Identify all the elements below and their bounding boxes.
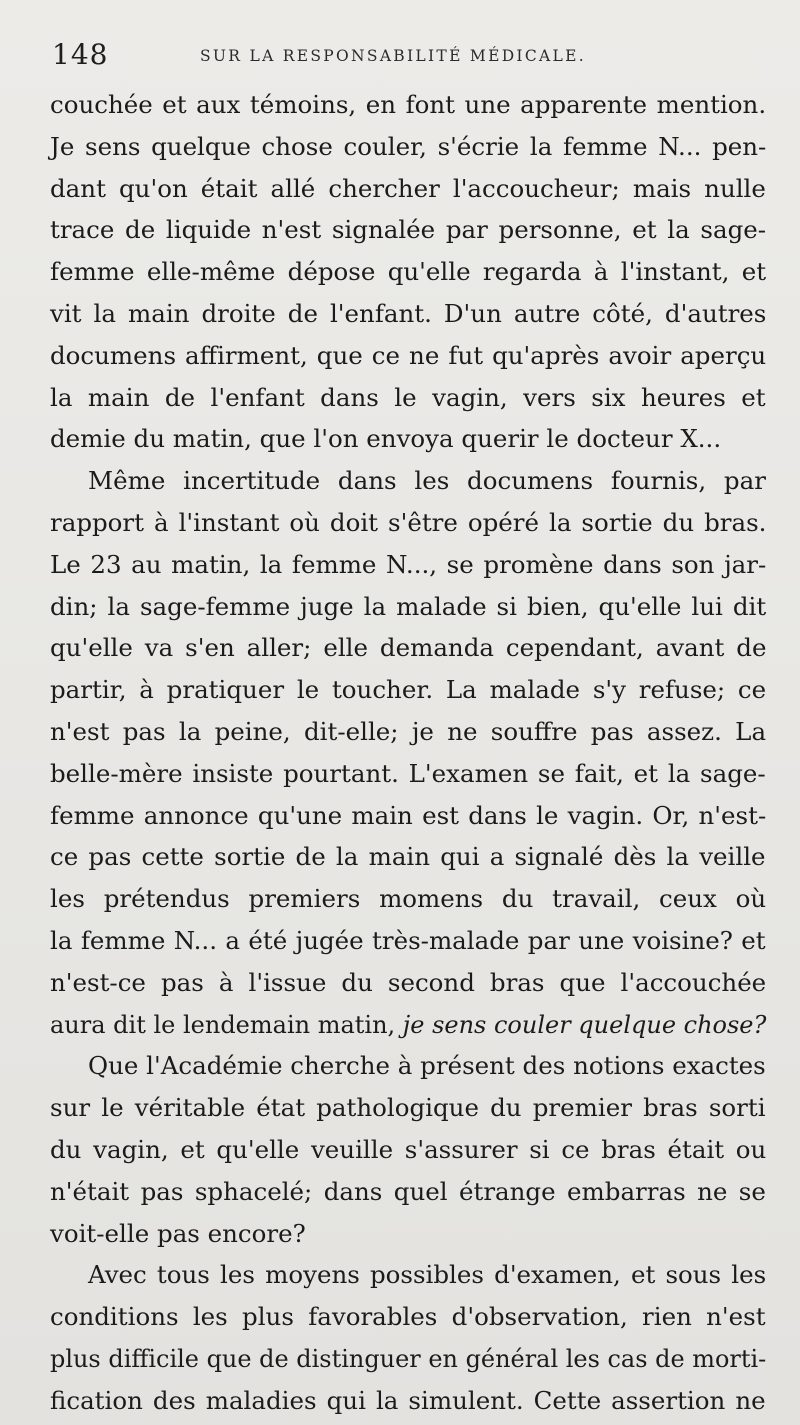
text-line [50, 1045, 766, 1087]
text-line-content: vit la main droite de l'enfant. D'un autre côté, d'autres [50, 298, 767, 328]
text-line [50, 502, 766, 544]
text-line-content: du vagin, et qu'elle veuille s'assurer si ce bras était ou [50, 1134, 767, 1164]
text-line-content: la main de l'enfant dans le vagin, vers six heures et [50, 382, 766, 412]
text-line-content: qu'elle va s'en aller; elle demanda cependant, avant de [50, 633, 767, 663]
text-line [50, 836, 766, 878]
text-line [50, 544, 766, 586]
text-line [50, 84, 766, 126]
text-line-content: plus difficile que de distinguer en général les cas de morti- [50, 1343, 767, 1373]
text-line-content: demie du matin, que l'on envoya querir le docteur X... [50, 424, 722, 454]
text-line [50, 1254, 766, 1296]
text-line [50, 962, 766, 1004]
text-line-content: din; la sage-femme juge la malade si bien, qu'elle lui dit [50, 591, 767, 621]
text-line [50, 1171, 766, 1213]
body-text [50, 84, 766, 1422]
text-line-content: Je sens quelque chose couler, s'écrie la femme N... pen- [50, 131, 767, 161]
text-line [50, 251, 766, 293]
text-line [50, 1004, 766, 1046]
text-line [50, 209, 766, 251]
text-line [50, 377, 766, 419]
text-line [50, 1338, 766, 1380]
text-line-content: femme elle-même dépose qu'elle regarda à l'instant, et [50, 257, 767, 287]
page-number: 148 [52, 38, 109, 71]
text-line [50, 920, 766, 962]
text-line-content: rapport à l'instant où doit s'être opéré la sortie du bras. [50, 507, 767, 537]
text-line [50, 878, 766, 920]
text-line-content: trace de liquide n'est signalée par personne, et la sage- [50, 215, 767, 245]
text-line-content: voit-elle pas encore? [50, 1218, 306, 1248]
text-line-content: Que l'Académie cherche à présent des notions exactes [88, 1051, 766, 1081]
text-line-content: Même incertitude dans les documens fournis, par [88, 466, 766, 496]
text-line-content: couchée et aux témoins, en font une apparente mention. [50, 90, 767, 119]
text-line-content: dant qu'on était allé chercher l'accoucheur; mais nulle [50, 173, 766, 203]
text-line [50, 753, 766, 795]
text-line-content: documens affirment, que ce ne fut qu'après avoir aperçu [50, 340, 767, 370]
text-line-content: la femme N... a été jugée très-malade par une voisine? et [50, 925, 766, 955]
text-line [50, 1087, 766, 1129]
text-line [50, 293, 766, 335]
text-line-content: n'était pas sphacelé; dans quel étrange embarras ne se [50, 1176, 766, 1206]
text-line [50, 586, 766, 628]
text-line [50, 335, 766, 377]
text-line [50, 418, 766, 460]
text-line-content: conditions les plus favorables d'observation, rien n'est [50, 1302, 766, 1332]
text-line-content: n'est pas la peine, dit-elle; je ne souffre pas assez. La [50, 716, 767, 746]
text-line-content: partir, à pratiquer le toucher. La malade s'y refuse; ce [50, 675, 767, 705]
text-line [50, 795, 766, 837]
text-line-content: fication des maladies qui la simulent. Cette assertion ne [50, 1385, 766, 1415]
text-line-content: les prétendus premiers momens du travail, ceux où [50, 884, 767, 914]
text-line [50, 1296, 766, 1338]
page-header [52, 38, 752, 78]
text-line-content: femme annonce qu'une main est dans le vagin. Or, n'est- [50, 800, 767, 830]
text-line-content: belle-mère insiste pourtant. L'examen se fait, et la sage- [50, 758, 766, 788]
text-line [50, 711, 766, 753]
running-title: SUR LA RESPONSABILITÉ MÉDICALE. [200, 47, 586, 65]
text-line [50, 1129, 766, 1171]
text-line [50, 669, 766, 711]
text-line-content: Le 23 au matin, la femme N..., se promène dans son jar- [50, 549, 767, 579]
text-line [50, 126, 766, 168]
text-line-content: Avec tous les moyens possibles d'examen, et sous les [88, 1260, 767, 1290]
text-line [50, 168, 766, 210]
text-line [50, 460, 766, 502]
text-line-content: sur le véritable état pathologique du premier bras sorti [50, 1093, 766, 1123]
text-line [50, 1380, 766, 1422]
text-line-content: ce pas cette sortie de la main qui a signalé dès la veille [50, 842, 766, 872]
text-line-content: n'est-ce pas à l'issue du second bras que l'accouchée [50, 967, 767, 997]
text-line [50, 627, 766, 669]
text-line-content: aura dit le lendemain matin, [50, 1009, 403, 1039]
text-line [50, 1213, 766, 1255]
italic-phrase: je sens couler quelque chose? [402, 1009, 767, 1039]
